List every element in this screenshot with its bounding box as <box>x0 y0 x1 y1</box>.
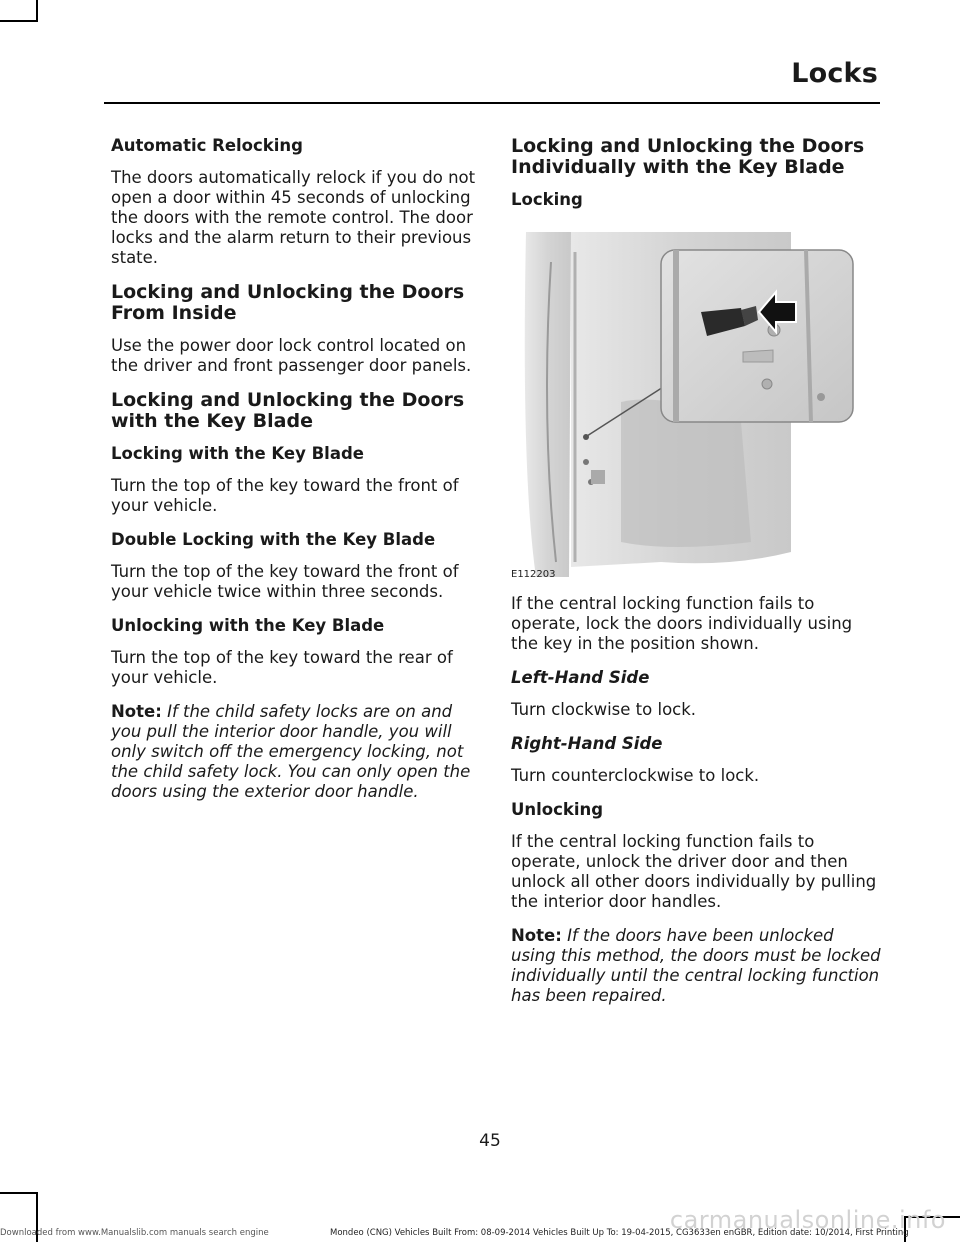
left-hand-heading: Left-Hand Side <box>511 668 650 687</box>
figure-text: If the central locking function fails to operate, lock the doors individually using the key in the position shown. <box>511 594 853 653</box>
left-hand-text: Turn clockwise to lock. <box>511 700 697 719</box>
unlocking-heading: Unlocking with the Key Blade <box>111 616 385 635</box>
note <box>111 702 481 802</box>
right-column <box>511 136 881 1006</box>
right-hand-text: Turn counterclockwise to lock. <box>511 766 760 785</box>
from-inside-text: Use the power door lock control located on the driver and front passenger door panels. <box>111 336 472 375</box>
right-note-text: If the doors have been unlocked using this method, the doors must be locked individually until the central locking function has been repaired. <box>511 926 881 1005</box>
left-column <box>111 136 481 802</box>
double-locking-heading: Double Locking with the Key Blade <box>111 530 436 549</box>
right-locking-heading: Locking <box>511 190 583 209</box>
edition-text: Mondeo (CNG) Vehicles Built From: 08-09-2014 Vehicles Built Up To: 19-04-2015, CG3633en enGBR, Edition date: 10/2014, First Printing <box>330 1228 909 1238</box>
crop-mark <box>36 0 38 20</box>
locking-text: Turn the top of the key toward the front of your vehicle. <box>111 476 459 515</box>
crop-mark <box>0 1192 38 1194</box>
right-note <box>511 926 881 1006</box>
page-number: 45 <box>479 1131 501 1151</box>
note-label: Note: <box>111 702 162 721</box>
unlocking-text: Turn the top of the key toward the rear of your vehicle. <box>111 648 453 687</box>
right-note-label: Note: <box>511 926 562 945</box>
title-rule <box>104 102 880 104</box>
double-locking-text: Turn the top of the key toward the front of your vehicle twice within three seconds. <box>111 562 459 601</box>
crop-mark <box>0 20 38 22</box>
door-lock-drawing <box>511 222 856 582</box>
from-inside-heading: Locking and Unlocking the Doors From Inside <box>111 281 465 324</box>
right-unlocking-heading: Unlocking <box>511 800 604 819</box>
right-hand-heading: Right-Hand Side <box>511 734 663 753</box>
note-text: If the child safety locks are on and you pull the interior door handle, you will only switch off the emergency locking, not the child safety lock. You can only open the doors using the exterior door handle. <box>111 702 471 801</box>
download-banner[interactable]: Downloaded from www.Manualslib.com manuals search engine <box>0 1228 269 1238</box>
key-blade-heading: Locking and Unlocking the Doors with the Key Blade <box>111 389 465 432</box>
page-title: Locks <box>791 58 878 89</box>
individually-heading: Locking and Unlocking the Doors Individually with the Key Blade <box>511 135 865 178</box>
figure-code: E112203 <box>511 569 556 580</box>
door-lock-illustration <box>511 222 856 582</box>
automatic-relocking-heading: Automatic Relocking <box>111 136 303 155</box>
locking-heading: Locking with the Key Blade <box>111 444 364 463</box>
right-unlocking-text: If the central locking function fails to operate, unlock the driver door and then unlock all other doors individually by pulling the interior door handles. <box>511 832 877 911</box>
watermark: carmanualsonline.info <box>669 1206 946 1234</box>
automatic-relocking-text: The doors automatically relock if you do not open a door within 45 seconds of unlocking the doors with the remote control. The door locks and the alarm return to their previous state. <box>111 168 476 267</box>
